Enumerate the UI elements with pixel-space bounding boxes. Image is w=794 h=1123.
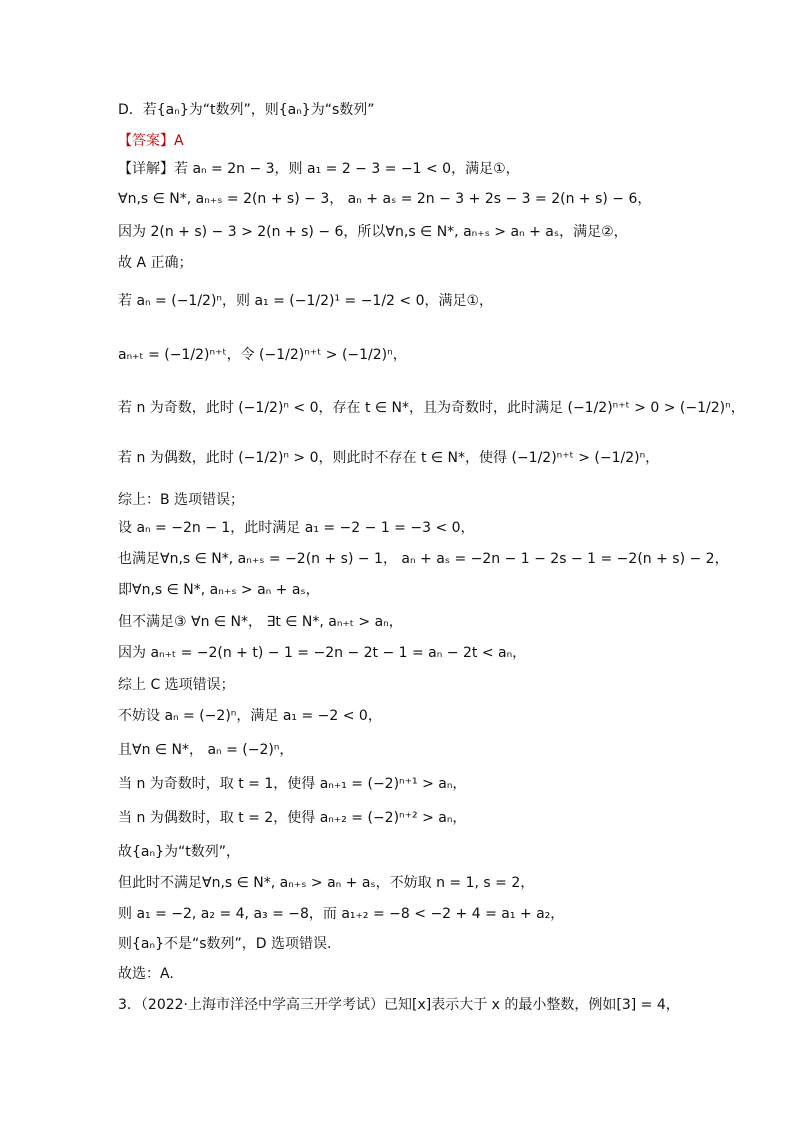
text-line-detail-6: aₙ₊ₜ = (−1/2)ⁿ⁺ᵗ，令 (−1/2)ⁿ⁺ᵗ > (−1/2)ⁿ， bbox=[118, 347, 407, 363]
text-line-answer: 【答案】A bbox=[118, 133, 184, 149]
text-line-question-3: 3．（2022·上海市洋泾中学高三开学考试）已知[x]表示大于 x 的最小整数，例如[3] = 4， bbox=[118, 997, 680, 1013]
text-line-detail-14: 因为 aₙ₊ₜ = −2(n + t) − 1 = −2n − 2t − 1 = aₙ − 2t < aₙ， bbox=[118, 645, 527, 661]
text-line-detail-3: 因为 2(n + s) − 3 > 2(n + s) − 6，所以∀n,s ∈ N*, aₙ₊ₛ > aₙ + aₛ，满足②， bbox=[118, 224, 628, 240]
text-line-detail-2: ∀n,s ∈ N*, aₙ₊ₛ = 2(n + s) − 3， aₙ + aₛ = 2n − 3 + 2s − 3 = 2(n + s) − 6， bbox=[118, 191, 652, 207]
text-line-detail-19: 当 n 为偶数时，取 t = 2，使得 aₙ₊₂ = (−2)ⁿ⁺² > aₙ， bbox=[118, 810, 467, 826]
text-line-detail-9: 综上：B 选项错误； bbox=[118, 492, 245, 508]
text-line-detail-5: 若 aₙ = (−1/2)ⁿ，则 a₁ = (−1/2)¹ = −1/2 < 0，满足①， bbox=[118, 293, 494, 309]
text-line-detail-17: 且∀n ∈ N*， aₙ = (−2)ⁿ， bbox=[118, 742, 294, 758]
text-line-detail-11: 也满足∀n,s ∈ N*, aₙ₊ₛ = −2(n + s) − 1， aₙ + aₛ = −2n − 1 − 2s − 1 = −2(n + s) − 2， bbox=[118, 551, 729, 567]
text-line-detail-23: 则{aₙ}不是“s数列”，D 选项错误. bbox=[118, 936, 332, 952]
text-line-detail-21: 但此时不满足∀n,s ∈ N*, aₙ₊ₛ > aₙ + aₛ，不妨取 n = 1, s = 2， bbox=[118, 875, 535, 891]
text-line-detail-8: 若 n 为偶数，此时 (−1/2)ⁿ > 0，则此时不存在 t ∈ N*，使得 (−1/2)ⁿ⁺ᵗ > (−1/2)ⁿ， bbox=[118, 450, 660, 466]
text-line-detail-1: 【详解】若 aₙ = 2n − 3，则 a₁ = 2 − 3 = −1 < 0，满足①， bbox=[118, 161, 520, 177]
text-line-detail-10: 设 aₙ = −2n − 1，此时满足 a₁ = −2 − 1 = −3 < 0， bbox=[118, 520, 475, 536]
text-line-detail-7: 若 n 为奇数，此时 (−1/2)ⁿ < 0，存在 t ∈ N*，且为奇数时，此时满足 (−1/2)ⁿ⁺ᵗ > 0 > (−1/2)ⁿ， bbox=[118, 400, 745, 416]
text-line-detail-18: 当 n 为奇数时，取 t = 1，使得 aₙ₊₁ = (−2)ⁿ⁺¹ > aₙ， bbox=[118, 776, 467, 792]
text-line-detail-16: 不妨设 aₙ = (−2)ⁿ，满足 a₁ = −2 < 0， bbox=[118, 708, 382, 724]
text-line-detail-12: 即∀n,s ∈ N*, aₙ₊ₛ > aₙ + aₛ， bbox=[118, 582, 320, 598]
text-line-detail-22: 则 a₁ = −2, a₂ = 4, a₃ = −8，而 a₁₊₂ = −8 < −2 + 4 = a₁ + a₂， bbox=[118, 906, 565, 922]
text-line-detail-24: 故选：A. bbox=[118, 966, 174, 982]
text-line-detail-4: 故 A 正确； bbox=[118, 255, 193, 271]
text-line-option-d: D．若{aₙ}为“t数列”，则{aₙ}为“s数列” bbox=[118, 102, 375, 118]
text-line-detail-13: 但不满足③ ∀n ∈ N*， ∃t ∈ N*, aₙ₊ₜ > aₙ， bbox=[118, 614, 403, 630]
text-line-detail-15: 综上 C 选项错误； bbox=[118, 677, 235, 693]
text-line-detail-20: 故{aₙ}为“t数列”， bbox=[118, 844, 240, 860]
